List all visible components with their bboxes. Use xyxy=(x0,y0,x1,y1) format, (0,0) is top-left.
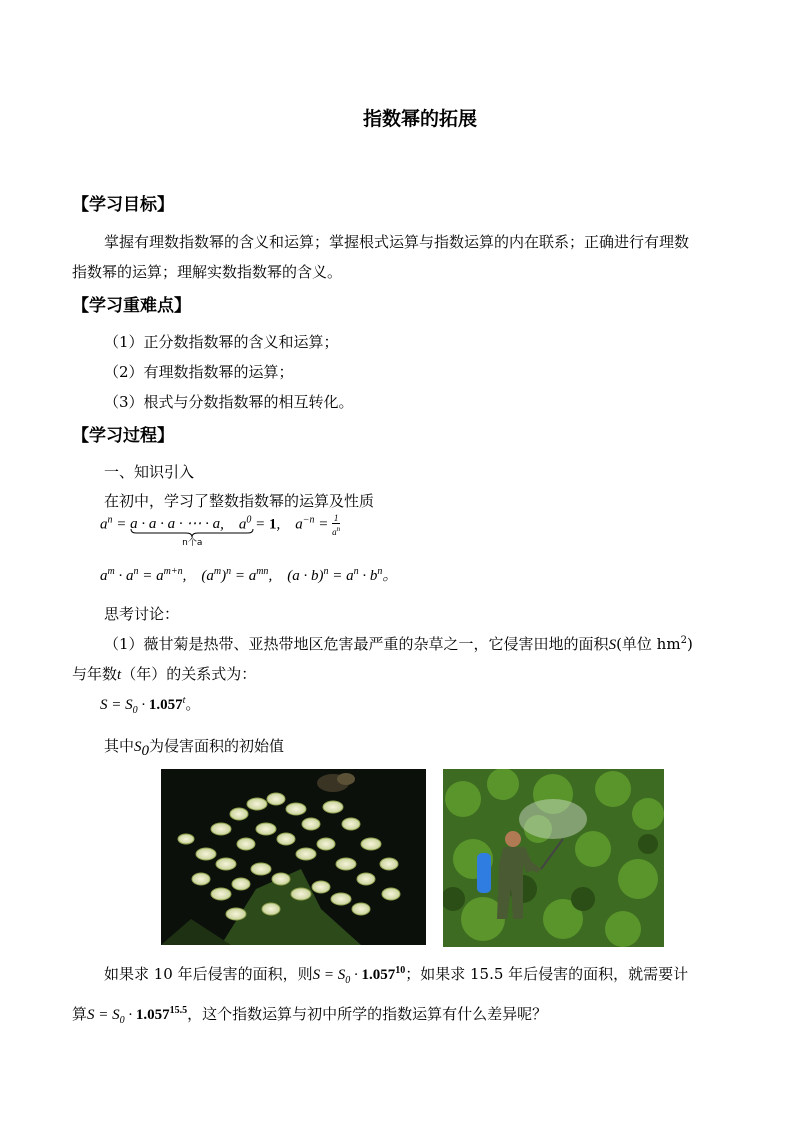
question-1-line-2: 与年数t（年）的关系式为： xyxy=(72,665,257,683)
process-heading: 【学习过程】 xyxy=(72,426,174,446)
key-item-3: （3）根式与分数指数幂的相互转化。 xyxy=(104,393,354,411)
question-1-line-1: （1）薇甘菊是热带、亚热带地区危害最严重的杂草之一，它侵害田地的面积S(单位 $hm^2$) xyxy=(104,635,693,653)
q-l2b: ，这个指数运算与初中所学的指数运算有什么差异呢？ xyxy=(187,1005,548,1023)
q1-unit-end: ) xyxy=(686,635,693,653)
q-l1b: ；如果求 15.5 年后侵害的面积，就需要计 xyxy=(405,965,689,983)
initial-value-text: 其中$S_0$为侵害面积的初始值 xyxy=(104,737,285,759)
intro-text: 在初中，学习了整数指数幂的运算及性质 xyxy=(104,492,375,510)
goal-heading: 【学习目标】 xyxy=(72,195,174,215)
q1-unit: (单位 hm xyxy=(616,635,681,653)
flower-photo xyxy=(161,769,426,945)
growth-formula: $S = S_0 \cdot 1.057^t$。 xyxy=(100,695,201,716)
q-exp-155: 15.5 xyxy=(169,1005,188,1016)
key-heading: 【学习重难点】 xyxy=(72,296,191,316)
brace-label: n个a xyxy=(182,538,203,549)
initial-rest: 为侵害面积的初始值 xyxy=(149,737,285,755)
q-base-10: 1.057 xyxy=(361,967,396,983)
q-exp-10: 10 xyxy=(395,965,406,976)
goal-line-1: 掌握有理数指数幂的含义和运算；掌握根式运算与指数运算的内在联系；正确进行有理数 xyxy=(104,233,690,251)
question-line-2: 算$S = S_0 \cdot 1.057^{15.5}$，这个指数运算与初中所学的指数运算有什么差异呢？ xyxy=(72,1005,548,1026)
q-l2a: 算 xyxy=(72,1005,88,1023)
question-line-1: 如果求 10 年后侵害的面积，则$S = S_0 \cdot 1.057^{10}$；如果求 15.5 年后侵害的面积，就需要计 xyxy=(104,965,689,986)
formula-period: 。 xyxy=(185,697,201,713)
goal-line-2: 指数幂的运算；理解实数指数幂的含义。 xyxy=(72,263,343,281)
key-item-2: （2）有理数指数幂的运算； xyxy=(104,363,294,381)
initial-prefix: 其中 xyxy=(104,737,135,755)
q1-l2b: （年）的关系式为： xyxy=(121,665,257,683)
q1-l2a: 与年数 xyxy=(72,665,118,683)
formula-power-rules: $a^m \cdot a^n = a^{m+n}$, $(a^m)^n = a^{mn}$, $(a \cdot b)^n = a^n \cdot b^n$。 xyxy=(100,566,398,584)
q-base-155: 1.057 xyxy=(135,1007,170,1023)
spraying-worker-photo xyxy=(443,769,664,947)
key-item-1: （1）正分数指数幂的含义和运算； xyxy=(104,333,339,351)
formula-integer-power: $a^n = a \cdot a \cdot a$ · ⋯ · a n个a , $a^0 = 1$, $a^{-n} = \frac{1}{a^n}$ xyxy=(100,513,341,549)
page-title: 指数幂的拓展 xyxy=(362,108,477,130)
q1-text: （1）薇甘菊是热带、亚热带地区危害最严重的杂草之一，它侵害田地的面积 xyxy=(104,635,609,653)
intro-heading: 一、知识引入 xyxy=(104,463,195,481)
think-label: 思考讨论： xyxy=(104,605,180,623)
formula-base: 1.057 xyxy=(148,697,183,713)
q-l1a: 如果求 10 年后侵害的面积，则 xyxy=(104,965,313,983)
